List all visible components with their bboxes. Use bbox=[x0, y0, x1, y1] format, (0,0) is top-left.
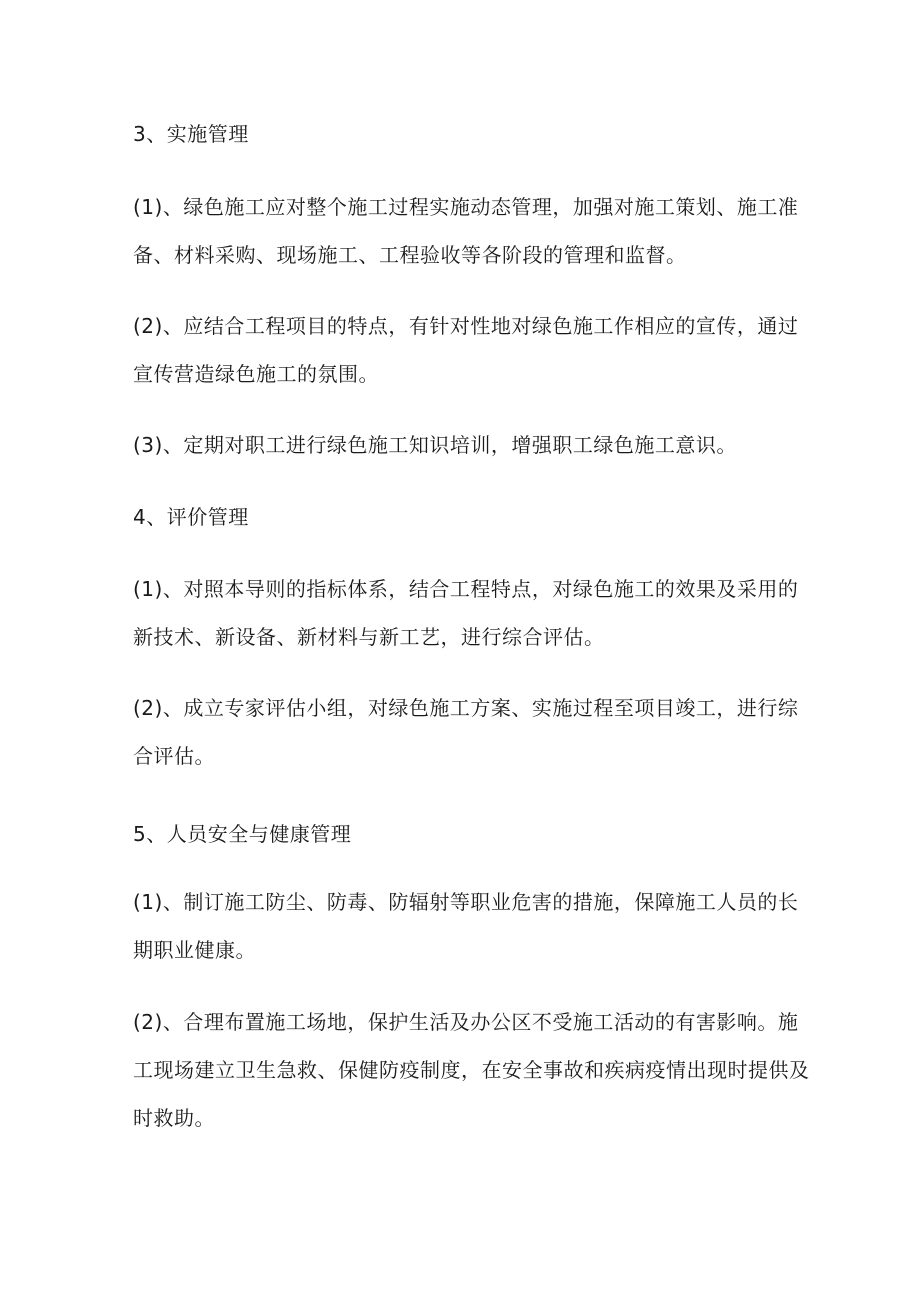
section-5-item-2-line-3: 时救助。 bbox=[133, 1106, 215, 1130]
section-3-heading: 3、实施管理 bbox=[133, 122, 249, 146]
section-5-item-1-line-1: (1)、制订施工防尘、防毒、防辐射等职业危害的措施，保障施工人员的长 bbox=[133, 890, 799, 914]
section-4-heading: 4、评价管理 bbox=[133, 505, 249, 529]
section-5-item-2-line-2: 工现场建立卫生急救、保健防疫制度，在安全事故和疾病疫情出现时提供及 bbox=[133, 1058, 810, 1082]
section-3-item-2-line-2: 宣传营造绿色施工的氛围。 bbox=[133, 362, 379, 386]
section-3-item-1-line-2: 备、材料采购、现场施工、工程验收等各阶段的管理和监督。 bbox=[133, 243, 687, 267]
section-5-heading: 5、人员安全与健康管理 bbox=[133, 822, 352, 846]
section-5-item-1-line-2: 期职业健康。 bbox=[133, 938, 256, 962]
section-3-item-3-line-1: (3)、定期对职工进行绿色施工知识培训，增强职工绿色施工意识。 bbox=[133, 433, 737, 457]
section-5-item-2-line-1: (2)、合理布置施工场地，保护生活及办公区不受施工活动的有害影响。施 bbox=[133, 1010, 799, 1034]
section-4-item-2-line-2: 合评估。 bbox=[133, 744, 215, 768]
section-4-item-1-line-2: 新技术、新设备、新材料与新工艺，进行综合评估。 bbox=[133, 625, 605, 649]
section-4-item-1-line-1: (1)、对照本导则的指标体系，结合工程特点，对绿色施工的效果及采用的 bbox=[133, 577, 799, 601]
section-3-item-2-line-1: (2)、应结合工程项目的特点，有针对性地对绿色施工作相应的宣传，通过 bbox=[133, 314, 799, 338]
section-3-item-1-line-1: (1)、绿色施工应对整个施工过程实施动态管理，加强对施工策划、施工准 bbox=[133, 195, 799, 219]
section-4-item-2-line-1: (2)、成立专家评估小组，对绿色施工方案、实施过程至项目竣工，进行综 bbox=[133, 696, 799, 720]
